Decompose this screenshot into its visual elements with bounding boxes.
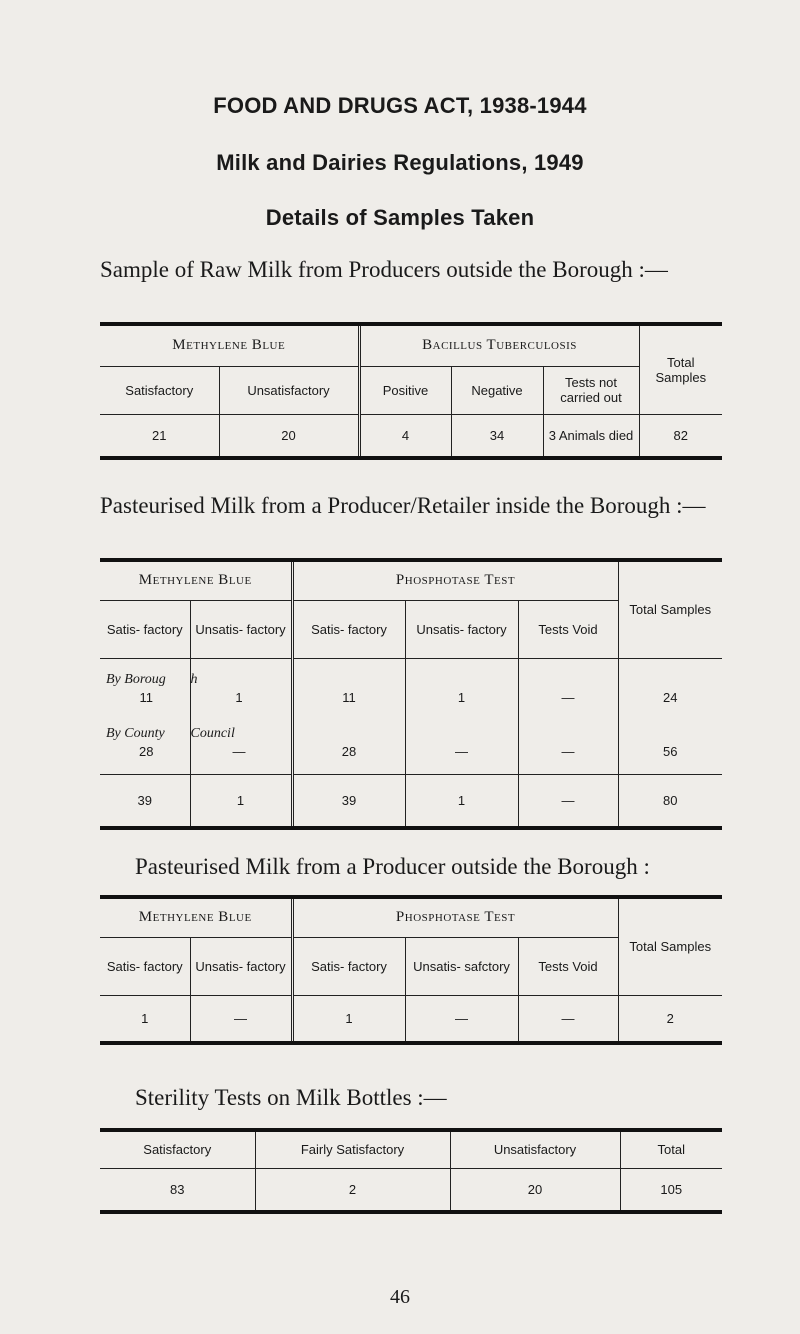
methylene-blue-header: Methylene Blue (100, 897, 292, 937)
cell-value: 105 (620, 1168, 722, 1212)
by-borough-label-cont: h (190, 672, 198, 687)
section4-title: Sterility Tests on Milk Bottles :— (135, 1085, 447, 1110)
cell-value: — (232, 744, 246, 759)
col-satisfactory: Satisfactory (100, 1130, 255, 1168)
col-tests-void: Tests Void (518, 600, 618, 658)
cell-value: 1 (235, 690, 243, 705)
cell-value: 82 (639, 414, 722, 458)
cell-value: 11 (342, 690, 356, 705)
cell-value: 28 (341, 744, 357, 759)
col-unsatisfactory: Unsatisfactory (450, 1130, 620, 1168)
by-county-label-cont: Council (190, 726, 235, 741)
cell-value: — (561, 744, 575, 759)
cell-value: 20 (219, 414, 359, 458)
col-phos-satisfactory: Satis- factory (292, 600, 405, 658)
col-positive: Positive (359, 366, 451, 414)
cell-value: 4 (359, 414, 451, 458)
col-satisfactory: Satis- factory (100, 937, 190, 995)
col-unsatisfactory: Unsatis- factory (190, 937, 292, 995)
col-phos-unsatisfactory: Unsatis- factory (405, 600, 518, 658)
phosphotase-header: Phosphotase Test (292, 560, 618, 600)
methylene-blue-header: Methylene Blue (100, 560, 292, 600)
total-cell: 1 (190, 774, 292, 828)
cell-value: — (455, 744, 468, 759)
phosphotase-header: Phosphotase Test (292, 897, 618, 937)
col-tests-not-carried-out: Tests not carried out (543, 366, 639, 414)
cell-value: 2 (255, 1168, 450, 1212)
col-phos-unsatisfactory: Unsatis- safctory (405, 937, 518, 995)
cell-value: 24 (663, 690, 678, 705)
cell-value: 11 (139, 690, 153, 705)
cell-value: 83 (100, 1168, 255, 1212)
col-negative: Negative (451, 366, 543, 414)
bacillus-header: Bacillus Tuberculosis (359, 324, 639, 366)
cell-value: 28 (139, 744, 154, 759)
cell-value: — (405, 995, 518, 1043)
cell-value: 34 (451, 414, 543, 458)
cell-value: 1 (457, 690, 466, 705)
col-tests-void: Tests Void (518, 937, 618, 995)
cell-value: 56 (663, 744, 678, 759)
total-cell: — (518, 774, 618, 828)
cell-value: 1 (100, 995, 190, 1043)
col-unsatisfactory: Unsatis- factory (190, 600, 292, 658)
cell-value: — (561, 690, 575, 705)
heading-act: FOOD AND DRUGS ACT, 1938-1944 (213, 93, 587, 118)
total-cell: 1 (405, 774, 518, 828)
cell-value: 2 (618, 995, 722, 1043)
cell-value: 3 Animals died (543, 414, 639, 458)
methylene-blue-header: Methylene Blue (100, 324, 359, 366)
col-fairly-satisfactory: Fairly Satisfactory (255, 1130, 450, 1168)
cell-value: — (190, 995, 292, 1043)
col-satisfactory: Satisfactory (100, 366, 219, 414)
col-phos-satisfactory: Satis- factory (292, 937, 405, 995)
cell-value: 21 (100, 414, 219, 458)
section3-title: Pasteurised Milk from a Producer outside the Borough : (135, 854, 650, 879)
col-unsatisfactory: Unsatisfactory (219, 366, 359, 414)
cell-value: 1 (292, 995, 405, 1043)
heading-details: Details of Samples Taken (265, 205, 535, 230)
total-cell: 39 (292, 774, 405, 828)
pasteurised-inside-table (100, 558, 722, 830)
col-total: Total (620, 1130, 722, 1168)
section2-title: Pasteurised Milk from a Producer/Retailer inside the Borough :— (100, 493, 706, 518)
total-cell: 80 (618, 774, 722, 828)
col-satisfactory: Satis- factory (100, 600, 190, 658)
sterility-table (100, 1128, 722, 1214)
section1-title: Sample of Raw Milk from Producers outside the Borough :— (100, 257, 668, 282)
total-samples-header: Total Samples (639, 324, 722, 414)
total-cell: 39 (100, 774, 190, 828)
pasteurised-outside-table (100, 895, 722, 1045)
total-samples-header: Total Samples (618, 560, 722, 658)
cell-value: 20 (450, 1168, 620, 1212)
heading-regulations: Milk and Dairies Regulations, 1949 (216, 150, 584, 175)
raw-milk-table (100, 322, 722, 460)
page-number: 46 (390, 1286, 410, 1308)
cell-value: — (518, 995, 618, 1043)
by-borough-label: By Boroug (106, 672, 166, 687)
total-samples-header: Total Samples (618, 897, 722, 995)
by-county-label: By County (106, 726, 165, 741)
